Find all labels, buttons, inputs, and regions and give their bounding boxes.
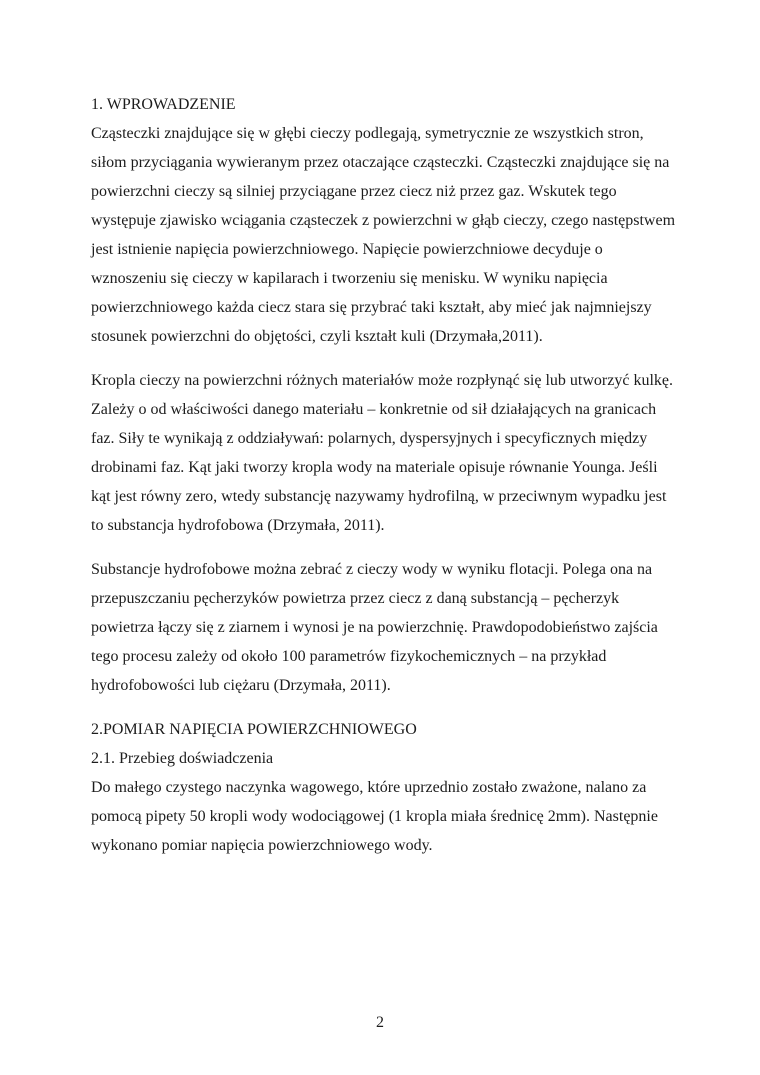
paragraph-intro-1: Cząsteczki znajdujące się w głębi cieczy podlegają, symetrycznie ze wszystkich stron, siłom przyciągania wywieranym przez otaczające cząsteczki. Cząsteczki znajdujące się na powierzchni cieczy są silniej przyciągane przez ciecz niż przez gaz. Wskutek tego występuje zjawisko wciągania cząsteczek z powierzchni w głąb cieczy, czego następstwem jest istnienie napięcia powierzchniowego. Napięcie powierzchniowe decyduje o wznoszeniu się cieczy w kapilarach i tworzeniu się menisku. W wyniku napięcia powierzchniowego każda ciecz stara się przybrać taki kształt, aby mieć jak najmniejszy stosunek powierzchni do objętości, czyli kształt kuli (Drzymała,2011).: [91, 125, 676, 345]
page-number: 2: [376, 1014, 384, 1031]
document-content: [91, 90, 679, 875]
paragraph-intro-2: Kropla cieczy na powierzchni różnych materiałów może rozpłynąć się lub utworzyć kulkę. Zależy o od właściwości danego materiału – konkretnie od sił działających na granicach faz. Siły te wynikają z oddziaływań: polarnych, dyspersyjnych i specyficznych między drobinami faz. Kąt jaki tworzy kropla wody na materiale opisuje równanie Younga. Jeśli kąt jest równy zero, wtedy substancję nazywamy hydrofilną, w przeciwnym wypadku jest to substancja hydrofobowa (Drzymała, 2011).: [91, 372, 673, 534]
section-heading-introduction: 1. WPROWADZENIE: [91, 96, 236, 113]
section-subheading-experiment: 2.1. Przebieg doświadczenia: [91, 750, 274, 767]
paragraph-intro-3: Substancje hydrofobowe można zebrać z cieczy wody w wyniku flotacji. Polega ona na przepuszczaniu pęcherzyków powietrza przez ciecz z daną substancją – pęcherzyk powietrza łączy się z ziarnem i wynosi je na powierzchnię. Prawdopodobieństwo zajścia tego procesu zależy od około 100 parametrów fizykochemicznych – na przykład hydrofobowości lub ciężaru (Drzymała, 2011).: [91, 561, 658, 694]
paragraph-experiment-1: Do małego czystego naczynka wagowego, które uprzednio zostało zważone, nalano za pomocą pipety 50 kropli wody wodociągowej (1 kropla miała średnicę 2mm). Następnie wykonano pomiar napięcia powierzchniowego wody.: [91, 779, 658, 854]
section-heading-measurement: 2.POMIAR NAPIĘCIA POWIERZCHNIOWEGO: [91, 721, 417, 738]
